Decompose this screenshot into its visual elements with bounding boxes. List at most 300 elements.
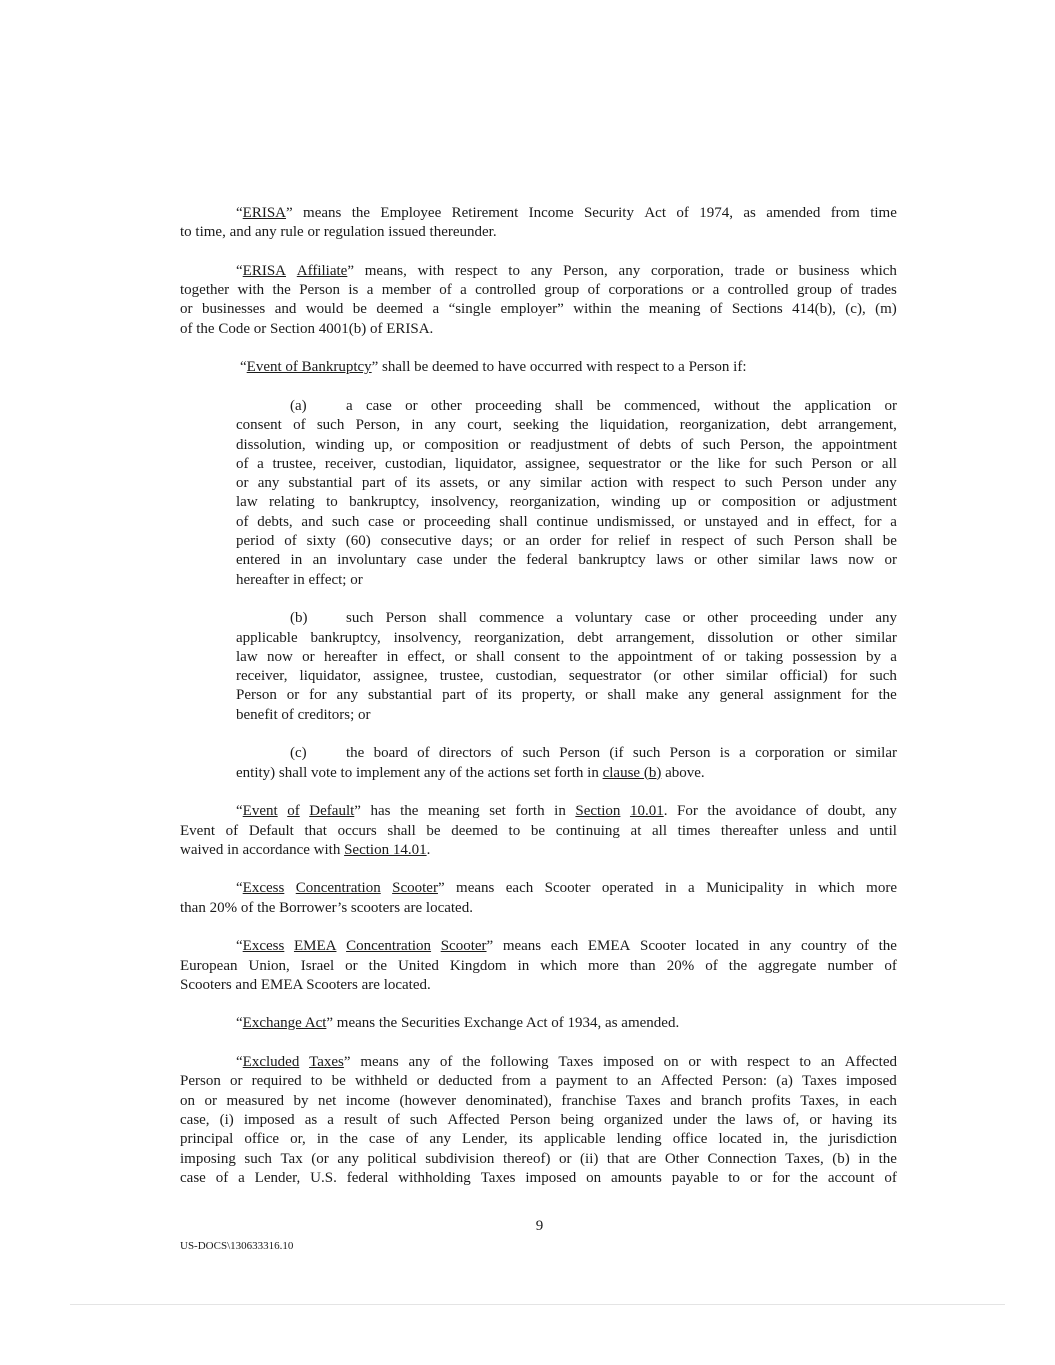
text-segment: amended [766,205,821,221]
text-segment: 20% [666,957,695,974]
text-segment: each [550,938,579,955]
word [580,1150,598,1169]
text-segment: such [316,417,345,434]
word [774,686,842,705]
text-segment: and [837,822,859,839]
word [667,957,695,976]
word [644,204,666,223]
word [365,262,407,281]
word [588,281,601,300]
word [244,1130,279,1149]
word [440,667,484,686]
text-segment: meaning [427,803,480,820]
text-segment: of [705,957,718,974]
text-segment: forth [515,803,545,820]
text-segment: account [827,1169,875,1186]
word [236,474,249,493]
word [575,802,620,821]
clause-label: (b) [290,610,308,627]
text-segment: “ [236,262,243,279]
word [584,204,634,223]
word [449,300,492,319]
word [851,686,869,705]
word [498,686,512,705]
text-segment: the [462,1054,481,1071]
text-segment: to [728,1169,740,1186]
line-text [236,513,897,532]
word [608,281,683,300]
word [309,686,327,705]
word [591,532,609,551]
text-segment: the [772,397,792,414]
word [508,262,520,281]
text-segment: Union, [248,957,290,974]
text-segment: “ [236,938,243,955]
word [424,513,491,532]
word [311,1150,329,1169]
word [317,416,345,435]
text-segment: any [530,262,553,279]
text-segment: the [878,1150,897,1167]
word [577,629,603,648]
word [417,744,430,763]
word [353,300,367,319]
text-segment: ” [347,262,354,279]
word [431,493,499,512]
word [688,686,710,705]
text-segment: in [386,648,399,665]
text-line [236,455,897,474]
text-segment: court, [467,417,502,434]
text-segment: having [831,1111,873,1128]
word [368,1150,417,1169]
word [313,551,327,570]
text-segment: from [830,205,860,221]
word [597,397,611,416]
text-segment: insolvency, [430,494,499,511]
word [561,1111,594,1130]
line-text [180,223,897,242]
word [766,204,820,223]
word [236,629,298,648]
word [818,879,855,898]
word [300,667,361,686]
word [180,300,193,319]
line-text [346,397,897,416]
text-segment: of [293,417,306,434]
text-segment: of [709,301,723,318]
word [303,204,341,223]
text-segment: such [346,610,374,627]
text-segment: a [460,282,467,299]
text-segment: more [588,957,619,974]
defined-term: Exchange Act [242,1015,327,1032]
line-text [346,609,897,628]
text-segment: Affected [447,1111,500,1128]
word [238,1169,245,1188]
text-segment: other [683,668,714,685]
text-segment: jurisdiction [828,1131,897,1148]
text-segment: sixty [306,533,336,550]
text-segment: Scooter [640,938,686,955]
text-segment: to [569,648,581,665]
word [220,1111,234,1130]
word [236,513,249,532]
word [481,1169,516,1188]
word [797,513,809,532]
text-segment: similar [539,475,582,492]
line-text [236,629,897,648]
text-segment: and [670,1092,692,1109]
text-segment: like [717,455,741,472]
text-segment: all [652,822,668,839]
word [349,493,419,512]
text-segment: trustee, [439,668,484,685]
text-segment: under [672,1111,708,1128]
word [315,436,364,455]
text-line [180,899,897,918]
word [664,1053,679,1072]
text-segment: adjustment [831,494,897,511]
text-segment: without [713,397,760,414]
word [710,300,723,319]
text-segment: Person [509,1111,551,1128]
word [707,629,773,648]
text-segment: Municipality [706,880,784,897]
word [293,416,306,435]
text-segment: shall [499,513,528,530]
text-segment: the [707,803,726,820]
text-segment: Default [248,822,294,839]
text-segment: the [346,745,365,762]
text-segment: (m) [875,301,897,318]
text-segment: and [301,513,324,530]
definition-paragraph [180,802,897,860]
text-segment: directors [438,745,492,762]
line-text [236,416,897,435]
text-segment: waived in accordance with [180,841,345,858]
text-segment: businesses [201,301,266,318]
text-segment: corporations [608,282,684,299]
word [367,281,374,300]
text-segment: dissolution [707,629,774,646]
text-segment: as [743,205,756,221]
text-segment: assignee, [525,455,580,472]
text-segment: political [367,1150,417,1167]
text-segment: Person [793,533,835,550]
word [236,455,249,474]
text-segment: by [293,1092,309,1109]
word [706,879,784,898]
text-segment: an [312,552,327,569]
text-segment: applicable [236,629,298,646]
text-segment: for [590,533,609,550]
text-segment: times [677,822,711,839]
definition-paragraph [180,204,897,243]
word [822,436,897,455]
text-line [180,937,897,956]
text-segment: Retirement [451,205,519,221]
text-segment: income [345,1092,390,1109]
word [619,262,641,281]
word [807,493,820,512]
word [371,802,391,821]
text-segment: federal [526,552,568,569]
word [694,551,707,570]
text-segment: part [442,687,466,704]
text-segment: under [452,552,488,569]
text-segment: respect [747,1054,790,1071]
word [621,300,639,319]
word [608,686,636,705]
text-segment: up [671,494,687,511]
word [287,686,300,705]
word [848,551,874,570]
text-segment: lending [616,1131,662,1148]
word [418,262,445,281]
line-text [236,802,897,821]
word [558,1053,593,1072]
definition-paragraph [180,1014,897,1033]
word [840,667,858,686]
word [840,281,853,300]
text-segment: ” [437,880,445,897]
text-segment: ” [354,803,361,820]
word [236,493,258,512]
text-segment: shall [438,610,467,627]
word [678,822,711,841]
text-segment: of [884,1169,897,1186]
text-segment: case [368,1131,395,1148]
clause-item [180,397,897,590]
text-segment: reorganization, [474,629,565,646]
defined-term: Excluded [242,1054,300,1071]
word [236,937,284,956]
word [556,822,620,841]
text-segment: or [416,1073,430,1090]
text-segment: of [387,1111,400,1128]
word [884,1169,897,1188]
text-segment: an [525,533,540,550]
text-segment: Connection [707,1150,777,1167]
text-segment: laws [656,552,684,569]
text-segment: Taxes [558,1054,594,1071]
word [466,1092,552,1111]
text-segment: involuntary [337,552,407,569]
word [645,609,671,628]
word [691,455,709,474]
text-segment: such [522,745,550,762]
word [602,879,654,898]
word [318,1092,336,1111]
word [244,1150,272,1169]
text-segment: or [204,1092,217,1109]
word [617,436,630,455]
word [724,648,737,667]
word [394,474,407,493]
text-segment: or [286,687,300,704]
word [249,822,294,841]
line-text [236,706,897,725]
word [525,532,539,551]
word [442,686,465,705]
line-text [180,1072,897,1091]
text-segment: or [694,552,707,569]
text-segment: the [339,1131,358,1148]
text-segment: means, [364,262,407,279]
text-segment: any [257,475,280,492]
line-text [180,1092,897,1111]
word [749,455,767,474]
word [508,436,521,455]
defined-term: Default [309,803,355,820]
text-segment: any [875,803,897,820]
text-segment: such [331,513,360,530]
word [563,262,608,281]
line-text [236,571,897,590]
word [844,532,872,551]
text-segment: under [829,610,864,627]
text-segment: the [878,687,897,704]
text-segment: for [748,455,767,472]
word [307,532,336,551]
text-segment: employer” [500,301,564,318]
text-segment: of, [783,1111,800,1128]
text-segment: or [454,648,467,665]
word [688,879,695,898]
text-segment: respect [672,475,716,492]
defined-term: Taxes [309,1054,344,1071]
word [336,686,358,705]
word [748,937,760,956]
word [672,1169,719,1188]
text-segment: which [540,957,577,974]
text-segment: appointment [617,648,693,665]
text-segment: or [558,1150,572,1167]
text-segment: other [430,397,462,414]
footer-doc-id: US-DOCS\130633316.10 [180,1240,294,1252]
line-text [180,1130,897,1149]
word [767,513,789,532]
word [519,1130,533,1149]
word [750,609,817,628]
word [672,493,687,512]
text-segment: United [398,957,439,974]
text-segment: U.S. [310,1169,337,1186]
word [369,1130,395,1149]
text-segment: of [439,282,452,299]
text-line [236,706,897,725]
word [376,300,423,319]
text-segment: corporation, [650,262,724,279]
text-segment: ” [286,205,293,221]
text-segment: group [796,282,832,299]
word [385,455,446,474]
text-line [236,397,897,416]
word [869,667,897,686]
document-body [180,204,897,1207]
word [732,300,783,319]
word [802,1072,837,1091]
word [856,937,869,956]
text-segment: member [381,282,431,299]
text-segment: “ [236,803,243,820]
text-segment: . [663,803,668,820]
word [745,1111,773,1130]
text-segment: any [434,417,457,434]
text-segment: (60) [345,533,371,550]
word [821,1053,835,1072]
word [804,397,871,416]
text-segment: an [637,1073,652,1090]
text-segment: (b) [832,1150,850,1167]
text-segment: (however [399,1092,457,1109]
word [600,416,669,435]
word [205,1092,218,1111]
text-segment: in [748,938,761,955]
word [720,686,764,705]
defined-term: ERISA [242,262,287,279]
word [230,1072,243,1091]
word [879,1150,897,1169]
word [637,474,664,493]
word [611,493,660,512]
word [797,281,832,300]
word [347,1169,389,1188]
text-segment: in [411,417,424,434]
word [743,204,756,223]
text-segment: than [629,957,656,974]
text-segment: or [723,648,737,665]
text-segment: imposed [525,1169,577,1186]
word [724,474,736,493]
word [529,204,574,223]
text-segment: an [820,1054,836,1071]
word [325,455,376,474]
text-segment: to [724,475,736,492]
text-segment: reorganization, [679,417,770,434]
text-segment: hereafter in effect; or [236,571,363,588]
text-segment: such [244,1150,272,1167]
word [479,609,544,628]
word [309,1053,350,1072]
word [287,802,300,821]
word [677,802,698,821]
line-text [180,957,897,976]
word [236,648,258,667]
word [403,513,416,532]
text-segment: in [290,552,303,569]
text-line [180,957,897,976]
word [860,262,897,281]
line-text [180,822,897,841]
text-segment: respect [681,533,724,550]
text-segment: “ [240,359,247,376]
text-segment: similar [855,629,897,646]
word [434,416,456,435]
text-segment: Taxes, [785,1150,824,1167]
word [875,300,897,319]
word [439,744,491,763]
text-segment: the [570,417,589,434]
word [180,822,215,841]
text-segment: EMEA [587,938,631,955]
text-segment: respect [455,262,498,279]
text-segment: continue [536,513,589,530]
text-segment: shall [387,822,416,839]
text-segment: located [718,1131,762,1148]
word [381,532,452,551]
